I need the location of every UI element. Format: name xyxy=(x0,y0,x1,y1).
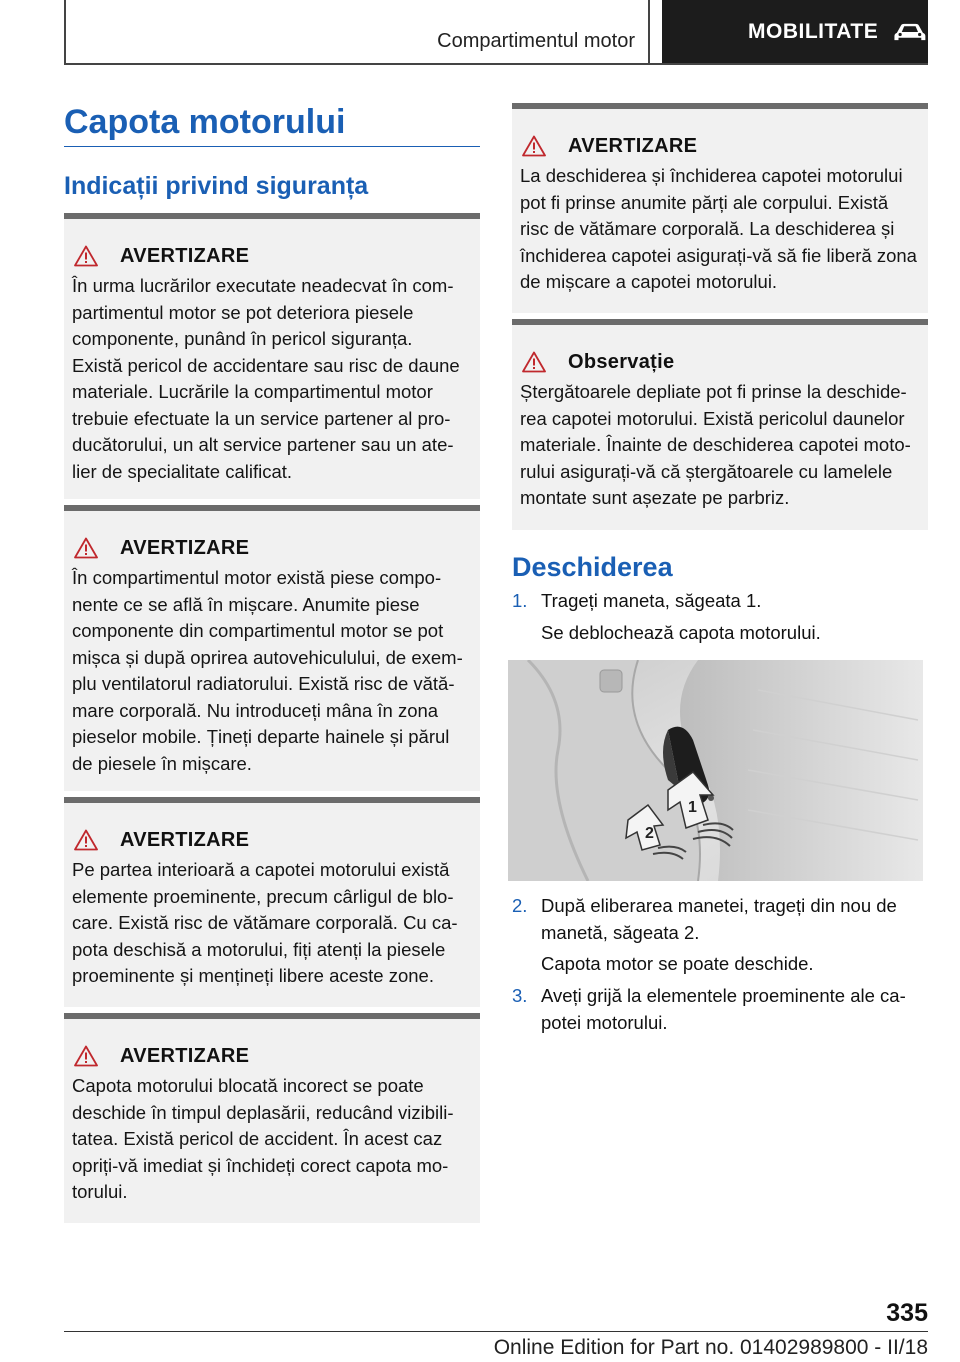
footer-edition: Online Edition for Part no. 01402989800 - II/18 xyxy=(493,1336,928,1359)
section-heading-opening: Deschiderea xyxy=(512,552,673,582)
chapter-label: MOBILITATE xyxy=(748,19,879,43)
warning-box xyxy=(512,103,928,313)
warning-text: Capota motorului blocată incorect se poate deschide în timpul deplasării, reducând vizibili- tatea. Există pericol de accident. În acest caz opriți-vă imediat și închideți corect capota mo- torului. xyxy=(72,1075,454,1202)
warning-title: AVERTIZARE xyxy=(120,828,250,851)
hood-release-lever-drawing xyxy=(508,660,923,881)
warning-text: În compartimentul motor există piese compo- nente ce se află în mișcare. Anumite piese componente din compartimentul motor se pot mișca și după oprirea autovehiculului, de exem- plu ventilatorul radiatorului. Există risc de vătă- mare corporală. Nu introduceți mâna în zona pieselor mobile. Țineți departe hainele și părul de piesele în mișcare. xyxy=(72,567,463,774)
header-divider-left xyxy=(64,0,66,65)
step-text: Aveți grijă la elementele proeminente ale ca- potei motorului. xyxy=(541,985,906,1033)
warning-triangle-icon xyxy=(74,537,98,559)
header-rule xyxy=(64,63,928,65)
warning-triangle-icon xyxy=(522,351,546,373)
warning-text: La deschiderea și închiderea capotei motorului pot fi prinse anumite părți ale corpului. Există risc de vătămare corporală. La deschiderea și închiderea capotei asigurați-vă să fie liberă zona de mișcare a capotei motorului. xyxy=(520,165,917,292)
step-note: Capota motor se poate deschide. xyxy=(541,953,814,974)
page-title: Capota motorului xyxy=(64,103,346,141)
section-heading-safety: Indicații privind siguranța xyxy=(64,172,369,200)
warning-title: AVERTIZARE xyxy=(120,1044,250,1067)
arrow-label-2: 2 xyxy=(645,825,654,842)
step-2 xyxy=(512,893,928,947)
step-note: Se deblochează capota motorului. xyxy=(541,622,821,643)
step-number: 1. xyxy=(512,590,528,611)
warning-triangle-icon xyxy=(74,1045,98,1067)
page-number: 335 xyxy=(886,1299,928,1327)
warning-title: AVERTIZARE xyxy=(120,536,250,559)
footer-rule xyxy=(64,1331,928,1332)
step-3 xyxy=(512,983,928,1037)
title-rule xyxy=(64,146,480,147)
note-box xyxy=(512,319,928,530)
step-text: Trageți maneta, săgeata 1. xyxy=(541,590,762,611)
step-number: 3. xyxy=(512,985,528,1006)
warning-box xyxy=(64,505,480,791)
warning-box xyxy=(64,797,480,1007)
arrow-label-1: 1 xyxy=(688,799,697,816)
warning-box xyxy=(64,1013,480,1223)
warning-text: Pe partea interioară a capotei motorului există elemente proeminente, precum cârligul de blo- care. Există risc de vătămare corporală. Cu ca- pota deschisă a motorului, fiți atenți la piesele proeminente și mențineți libere aceste zone. xyxy=(72,859,458,986)
warning-triangle-icon xyxy=(522,135,546,157)
header-divider-right xyxy=(648,0,650,65)
step-text: După eliberarea manetei, trageți din nou de manetă, săgeata 2. xyxy=(541,895,897,943)
warning-triangle-icon xyxy=(74,245,98,267)
warning-text: În urma lucrărilor executate neadecvat în com- partimentul motor se pot deteriora piesele componente, punând în pericol siguranța. Există pericol de accidentare sau risc de daune materiale. Lucrările la compartimentul motor trebuie efectuate la un service partener al pro- ducătorului, un alt service partener sau un ate- lier de specialitate calificat. xyxy=(72,275,460,482)
warning-title: AVERTIZARE xyxy=(568,134,698,157)
warning-triangle-icon xyxy=(74,829,98,851)
header-section-title: Compartimentul motor xyxy=(437,30,635,52)
warning-title: AVERTIZARE xyxy=(120,244,250,267)
warning-box xyxy=(64,213,480,499)
note-text: Ștergătoarele depliate pot fi prinse la deschide- rea capotei motorului. Există pericolul daunelor materiale. Înainte de deschiderea capotei moto- rului asigurați-vă că ștergătoarele cu lamelele montate sunt așezate pe parbriz. xyxy=(520,381,911,508)
car-icon xyxy=(892,18,928,46)
hood-release-illustration xyxy=(508,660,923,881)
step-number: 2. xyxy=(512,895,528,916)
chapter-tab xyxy=(662,0,928,63)
note-title: Observație xyxy=(568,350,675,373)
